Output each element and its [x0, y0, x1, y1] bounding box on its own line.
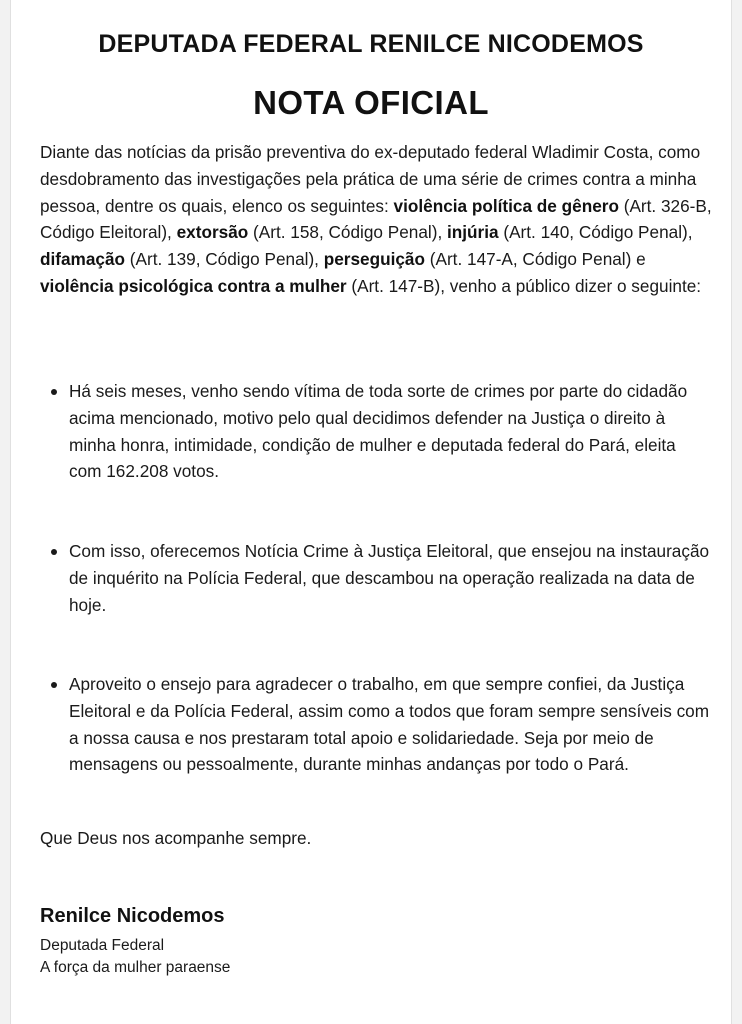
crime-injury: injúria: [447, 222, 499, 243]
list-item-text: Aproveito o ensejo para agradecer o trabalho, em que sempre confiei, da Justiça Eleitoral e da Polícia Federal, assim como a todos que foram sempre sensíveis com a nossa causa e nos prestaram total apoio e solidariedade. Seja por meio de mensagens ou pessoalmente, durante minhas andanças por todo o Pará.: [69, 674, 710, 775]
list-item: [40, 538, 712, 618]
intro-ref-6: (Art. 147-B), venho a público dizer o seguinte:: [346, 275, 702, 296]
list-item: [40, 671, 712, 778]
signature-name: Renilce Nicodemos: [40, 905, 225, 927]
bullet-icon: [51, 549, 57, 555]
crime-persecution: perseguição: [323, 249, 425, 270]
list-item-text: Com isso, oferecemos Notícia Crime à Justiça Eleitoral, que ensejou na instauração de inquérito na Polícia Federal, que descambou na operação realizada na data de hoje.: [69, 541, 710, 615]
bullet-icon: [51, 389, 57, 395]
signature-role: Deputada Federal: [40, 937, 165, 954]
crime-political-violence: violência política de gênero: [393, 195, 619, 216]
signature-motto: A força da mulher paraense: [40, 959, 231, 976]
list-item-text: Há seis meses, venho sendo vítima de toda sorte de crimes por parte do cidadão acima mencionado, motivo pelo qual decidimos defender na Justiça o direito à minha honra, intimidade, condição de mulher e deputada federal do Pará, eleita com 162.208 votos.: [69, 381, 688, 482]
intro-paragraph: [40, 139, 712, 300]
crime-psychological-violence: violência psicológica contra a mulher: [40, 275, 347, 296]
bullet-icon: [51, 682, 57, 688]
intro-ref-4: (Art. 139, Código Penal),: [125, 249, 324, 270]
document-page: [10, 0, 732, 1024]
crime-defamation: difamação: [40, 249, 126, 270]
intro-ref-2: (Art. 158, Código Penal),: [248, 222, 447, 243]
intro-text-1: Diante das notícias da prisão preventiva do ex-deputado federal Wladimir Costa, como desdobramento das investigações pela prática de uma série de crimes contra a minha pessoa, dentre os quais, elenco os seguintes:: [40, 142, 701, 216]
intro-ref-1: (Art. 326-B, Código Eleitoral),: [40, 195, 712, 243]
intro-ref-5: (Art. 147-A, Código Penal) e: [425, 249, 646, 270]
header-deputy-name: DEPUTADA FEDERAL RENILCE NICODEMOS: [98, 30, 644, 58]
page-title: NOTA OFICIAL: [253, 84, 489, 121]
crime-extortion: extorsão: [176, 222, 249, 243]
closing-line: Que Deus nos acompanhe sempre.: [40, 828, 312, 848]
intro-ref-3: (Art. 140, Código Penal),: [498, 222, 693, 243]
list-item: [40, 378, 712, 485]
